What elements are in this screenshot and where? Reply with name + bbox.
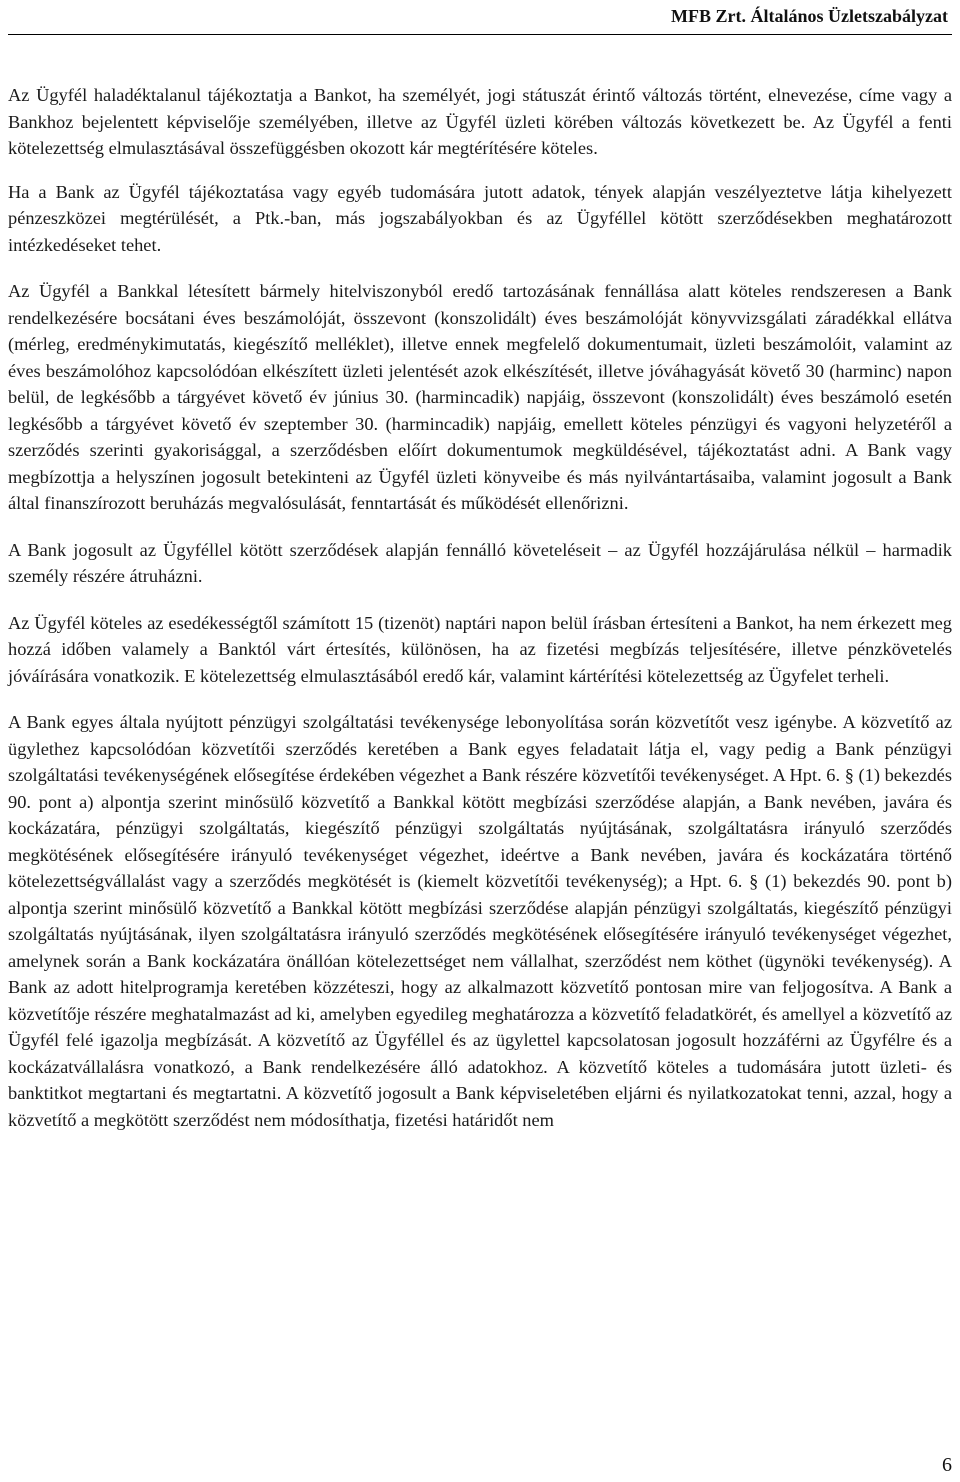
paragraph-client-notification: Az Ügyfél haladéktalanul tájékoztatja a Bankot, ha személyét, jogi státuszát érintő változás történt, elnevezése, címe vagy a Bankhoz bejelentett képviselője személyében, illetve az Ügyfél üzleti körében változás következett be. Az Ügyfél a fenti kötelezettség elmulasztásával összefüggésben okozott kár megtérítésére köteles. [8, 85, 952, 158]
paragraph-annual-reports: Az Ügyfél a Bankkal létesített bármely hitelviszonyból eredő tartozásának fennállása alatt köteles rendszeresen a Bank rendelkezésére bocsátani éves beszámolóját, összevont (konszolidált) éves beszámolóját könyvvizsgálati záradékkal ellátva (mérleg, eredménykimutatás, kiegészítő melléklet), illetve ennek megfelelő dokumentumait, üzleti beszámolóit, valamint az éves beszámolóhoz kapcsolódóan elkészített üzleti jelentését azok elkészítését, illetve jóváhagyását követő 30 (harminc) napon belül, de legkésőbb a tárgyévet követő év június 30. (harmincadik) napjáig, összevont (konszolidált) éves beszámoló esetén legkésőbb a tárgyévet követő év szeptember 30. (harmincadik) napjáig, emellett köteles pénzügyi és vagyoni helyzetéről a szerződés szerinti gyakorisággal, a szerződésben előírt dokumentumok megküldésével, tájékoztatást adni. A Bank vagy megbízottja a helyszínen jogosult betekinteni az Ügyfél üzleti könyveibe és más nyilvántartásaiba, valamint jogosult a Bank által finanszírozott beruházás megvalósulását, fenntartását és működését ellenőrizni. [8, 281, 952, 513]
paragraph-claim-assignment: A Bank jogosult az Ügyféllel kötött szerződések alapján fennálló követeléseit – az Ügyfél hozzájárulása nélkül – harmadik személy részére átruházni. [8, 539, 952, 586]
page-header: MFB Zrt. Általános Üzletszabályzat [671, 6, 948, 26]
paragraph-bank-measures: Ha a Bank az Ügyfél tájékoztatása vagy egyéb tudomására jutott adatok, tények alapján veszélyeztetve látja kihelyezett pénzeszközei megtérülését, a Ptk.-ban, más jogszabályokban és az Ügyféllel kötött szerződésekben meghatározott intézkedéseket tehet. [8, 181, 952, 255]
paragraph-intermediary: A Bank egyes általa nyújtott pénzügyi szolgáltatási tevékenysége lebonyolítása során közvetítőt vesz igénybe. A közvetítő az ügylethez kapcsolódóan közvetítői szerződés keretében a Bank egyes feladatait látja el, vagy pedig a Bank pénzügyi szolgáltatási tevékenységének elősegítése érdekében végezhet a Bank részére közvetítői tevékenységet. A Hpt. 6. § (1) bekezdés 90. pont a) alpontja szerint minősülő közvetítő a Bankkal kötött megbízási szerződése alapján, a Bank nevében, javára és kockázatára, pénzügyi szolgáltatás, kiegészítő pénzügyi szolgáltatás nyújtásának, szolgáltatásra irányuló szerződés megkötésének elősegítésére irányuló tevékenységet végezhet, ideértve a Bank nevében, javára és kockázatára történő kötelezettségvállalást vagy a szerződés megkötését is (kiemelt közvetítői tevékenység); a Hpt. 6. § (1) bekezdés 90. pont b) alpontja szerint minősülő közvetítő a Bankkal kötött megbízási szerződése alapján pénzügyi szolgáltatás, kiegészítő pénzügyi szolgáltatás nyújtásának, ilyen szolgáltatásra irányuló szerződés megkötésének elősegítésére irányuló tevékenységet végezhet, amelynek során a Bank kockázatára önállóan kötelezettséget nem vállalhat, szerződést nem köthet (ügynöki tevékenység). A Bank az adott hitelprogramja keretében közzéteszi, hogy az alkalmazott közvetítő pontosan mire van feljogosítva. A Bank a közvetítője részére meghatalmazást ad ki, amelyben egyedileg meghatározza a közvetítő feladatkörét, és amellyel a közvetítő az Ügyfél felé igazolja megbízását. A közvetítő az Ügyféllel és az ügylettel kapcsolatosan jogosult hozzáférni az Ügyfélre és a kockázatvállalásra vonatkozó, a Bank rendelkezésére álló adatokhoz. A közvetítő köteles a tudomására jutott üzleti- és banktitkot megtartani és megtartatni. A közvetítő jogosult a Bank képviseletében eljárni és nyilatkozatokat tenni, azzal, hogy a közvetítő a megkötött szerződést nem módosíthatja, fizetési határidőt nem [8, 712, 952, 1130]
header-divider [8, 34, 952, 35]
paragraph-missing-notification: Az Ügyfél köteles az esedékességtől számított 15 (tizenöt) naptári napon belül írásban értesíteni a Bankot, ha nem érkezett meg hozzá időben valamely a Banktól várt értesítés, különösen, ha az fizetési megbízás teljesítésére, illetve pénzkövetelés jóváírására vonatkozik. E kötelezettség elmulasztásából eredő kár, valamint kártérítési kötelezettség az Ügyfelet terheli. [8, 612, 952, 686]
document-body [8, 82, 952, 1133]
page-number: 6 [942, 1454, 952, 1476]
